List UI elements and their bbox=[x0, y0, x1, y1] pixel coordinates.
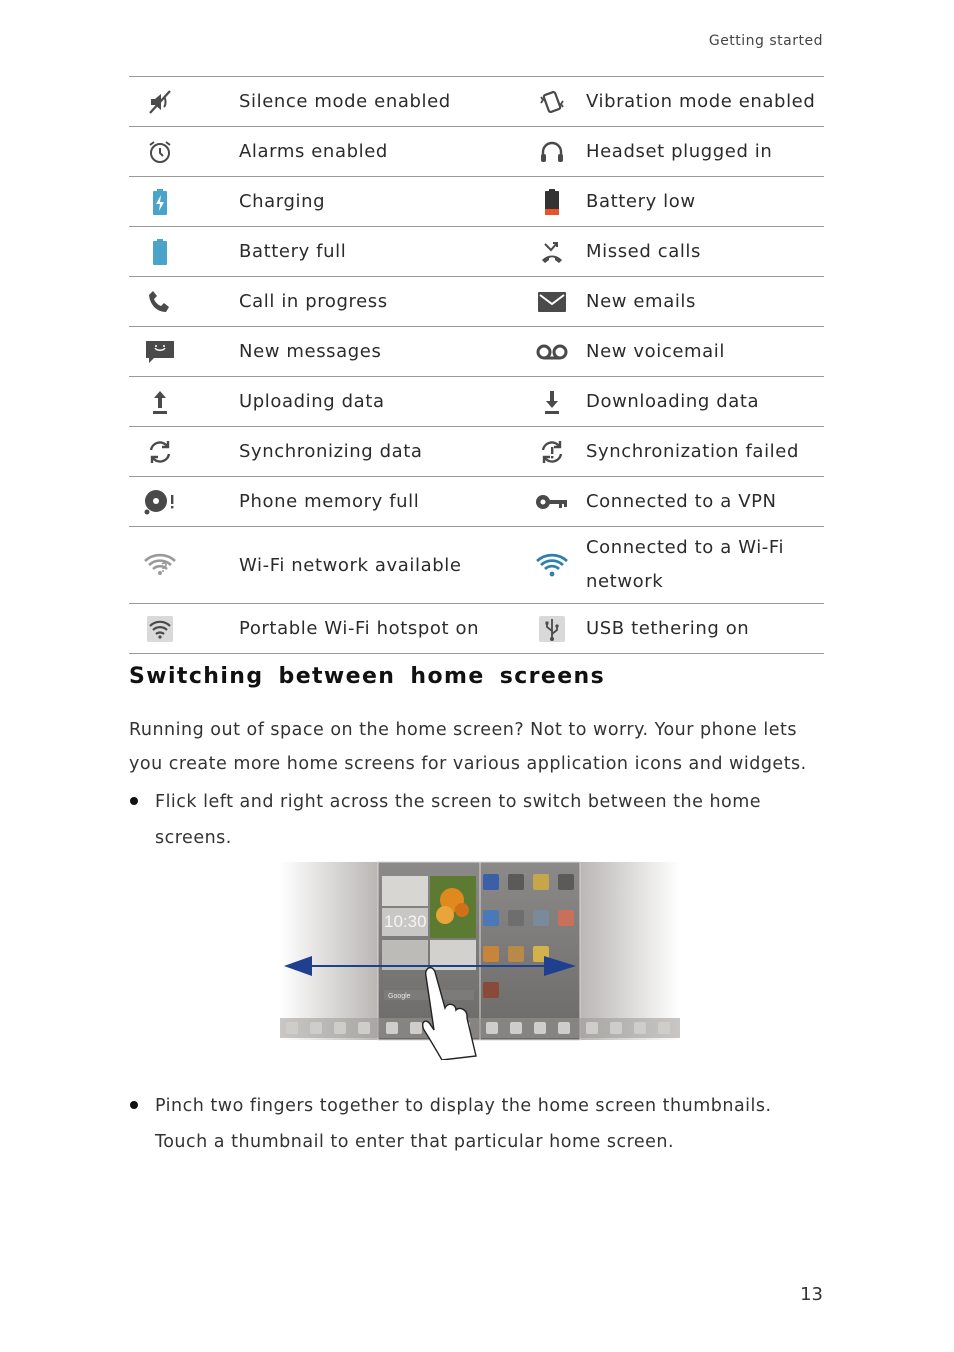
table-row bbox=[129, 227, 824, 277]
table-row bbox=[129, 377, 824, 427]
table-row bbox=[129, 604, 824, 654]
download-icon bbox=[526, 377, 577, 427]
usb-icon bbox=[526, 604, 577, 654]
status-label: New messages bbox=[190, 327, 526, 377]
left-screen bbox=[280, 862, 380, 1040]
status-label: Connected to a VPN bbox=[577, 477, 824, 527]
table-row bbox=[129, 77, 824, 127]
right-screen bbox=[578, 862, 680, 1040]
status-label: Downloading data bbox=[577, 377, 824, 427]
status-label: Uploading data bbox=[190, 377, 526, 427]
status-label: Alarms enabled bbox=[190, 127, 526, 177]
status-label: Headset plugged in bbox=[577, 127, 824, 177]
status-label: Phone memory full bbox=[190, 477, 526, 527]
wifi-connected-icon bbox=[526, 527, 577, 604]
hotspot-icon bbox=[129, 604, 190, 654]
bullet-icon bbox=[130, 1101, 138, 1109]
status-label: Synchronization failed bbox=[577, 427, 824, 477]
sync-failed-icon bbox=[526, 427, 577, 477]
battery-low-icon bbox=[526, 177, 577, 227]
status-label: Battery full bbox=[190, 227, 526, 277]
table-row bbox=[129, 127, 824, 177]
status-label: Call in progress bbox=[190, 277, 526, 327]
voicemail-icon bbox=[526, 327, 577, 377]
status-label: Battery low bbox=[577, 177, 824, 227]
vpn-key-icon bbox=[526, 477, 577, 527]
status-icons-table bbox=[129, 76, 824, 654]
status-label: New emails bbox=[577, 277, 824, 327]
section-title: Switching between home screens bbox=[129, 664, 606, 689]
status-label: Wi-Fi network available bbox=[190, 527, 526, 604]
vibration-icon bbox=[526, 77, 577, 127]
phone-icon bbox=[129, 277, 190, 327]
bullet-text: Pinch two fingers together to display the home screen thumbnails. Touch a thumbnail to enter that particular home screen. bbox=[155, 1096, 772, 1152]
status-label: Vibration mode enabled bbox=[577, 77, 824, 127]
clock-widget: 10:30 bbox=[384, 912, 427, 931]
page-number: 13 bbox=[800, 1284, 823, 1305]
table-row bbox=[129, 277, 824, 327]
intro-paragraph: Running out of space on the home screen? Not to worry. Your phone lets you create more home screens for various application icons and widgets. bbox=[129, 720, 807, 774]
illustration-svg bbox=[280, 860, 680, 1060]
email-icon bbox=[526, 277, 577, 327]
home-screen-swipe-illustration bbox=[280, 860, 680, 1060]
running-header: Getting started bbox=[708, 33, 823, 49]
status-label: Missed calls bbox=[577, 227, 824, 277]
table-row bbox=[129, 477, 824, 527]
table-row bbox=[129, 427, 824, 477]
battery-charging-icon bbox=[129, 177, 190, 227]
status-label: Portable Wi-Fi hotspot on bbox=[190, 604, 526, 654]
status-label: Synchronizing data bbox=[190, 427, 526, 477]
table-row bbox=[129, 177, 824, 227]
silence-icon bbox=[129, 77, 190, 127]
battery-full-icon bbox=[129, 227, 190, 277]
status-label: Connected to a Wi-Fi network bbox=[577, 527, 824, 604]
status-label: New voicemail bbox=[577, 327, 824, 377]
bullet-text: Flick left and right across the screen to switch between the home screens. bbox=[155, 792, 762, 848]
alarm-icon bbox=[129, 127, 190, 177]
upload-icon bbox=[129, 377, 190, 427]
missed-call-icon bbox=[526, 227, 577, 277]
sync-icon bbox=[129, 427, 190, 477]
memory-full-icon bbox=[129, 477, 190, 527]
headset-icon bbox=[526, 127, 577, 177]
status-label: Silence mode enabled bbox=[190, 77, 526, 127]
bullet-icon bbox=[130, 797, 138, 805]
list-item bbox=[155, 1088, 827, 1160]
message-icon bbox=[129, 327, 190, 377]
status-label: Charging bbox=[190, 177, 526, 227]
search-bar-text: Google bbox=[388, 993, 411, 1000]
status-label: USB tethering on bbox=[577, 604, 824, 654]
table-row bbox=[129, 527, 824, 604]
table-row bbox=[129, 327, 824, 377]
list-item bbox=[155, 784, 827, 856]
wifi-available-icon bbox=[129, 527, 190, 604]
